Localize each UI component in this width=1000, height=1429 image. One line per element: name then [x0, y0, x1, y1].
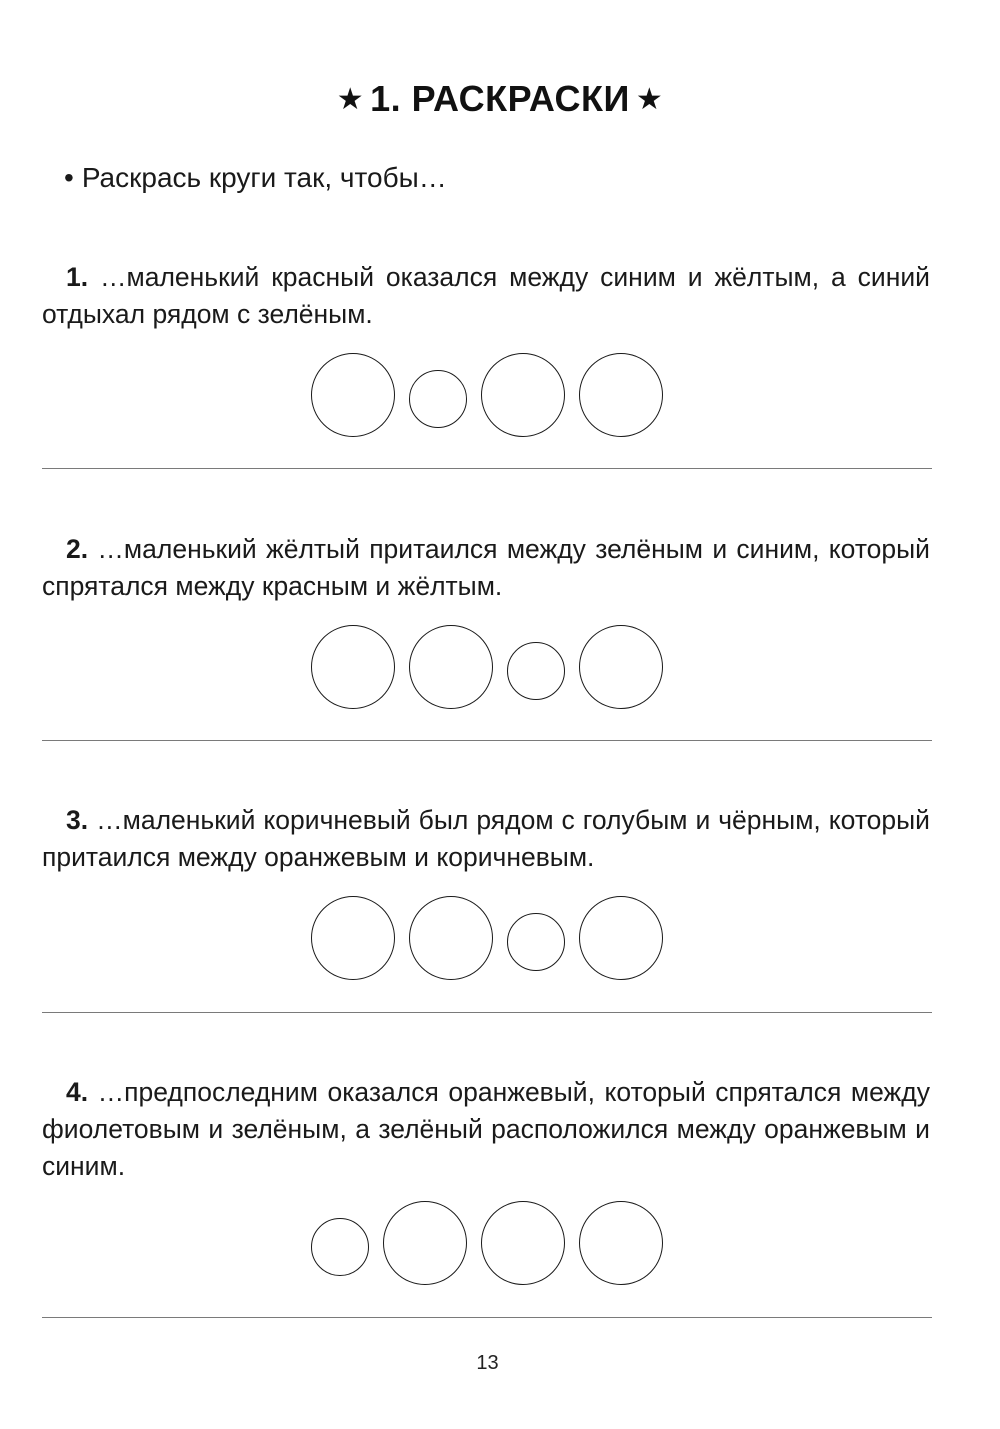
task-number: 4. [66, 1077, 89, 1107]
large-circle[interactable] [383, 1201, 467, 1285]
divider [42, 1012, 932, 1013]
large-circle[interactable] [311, 896, 395, 980]
task-number: 3. [66, 805, 89, 835]
large-circle[interactable] [409, 896, 493, 980]
divider [42, 468, 932, 469]
page-title [0, 78, 1000, 120]
page-number: 13 [476, 1352, 499, 1374]
circle-row-4 [0, 1198, 1000, 1288]
large-circle[interactable] [579, 353, 663, 437]
large-circle[interactable] [481, 353, 565, 437]
large-circle[interactable] [579, 1201, 663, 1285]
task-text: …маленький красный оказался между синим и жёлтым, а синий отдыхал рядом с зелёным. [42, 262, 930, 329]
large-circle[interactable] [409, 625, 493, 709]
star-icon: ★ [635, 83, 664, 116]
task-2 [42, 531, 930, 605]
small-circle[interactable] [507, 642, 565, 700]
task-1 [42, 259, 930, 333]
circle-row-2 [0, 622, 1000, 712]
task-3 [42, 802, 930, 876]
small-circle[interactable] [409, 370, 467, 428]
small-circle[interactable] [507, 913, 565, 971]
task-text: …маленький коричневый был рядом с голубым и чёрным, который притаился между оранжевым и коричневым. [42, 805, 930, 872]
small-circle[interactable] [311, 1218, 369, 1276]
divider [42, 740, 932, 741]
large-circle[interactable] [311, 353, 395, 437]
instruction-text: Раскрась круги так, чтобы… [81, 162, 447, 193]
instruction [64, 162, 447, 194]
large-circle[interactable] [481, 1201, 565, 1285]
large-circle[interactable] [579, 625, 663, 709]
large-circle[interactable] [579, 896, 663, 980]
divider [42, 1317, 932, 1318]
task-text: …предпоследним оказался оранжевый, который спрятался между фиолетовым и зелёным, а зелёный расположился между оранжевым и синим. [42, 1077, 930, 1181]
large-circle[interactable] [311, 625, 395, 709]
circle-row-1 [0, 350, 1000, 440]
task-number: 1. [66, 262, 89, 292]
bullet-icon: • [64, 162, 74, 193]
task-text: …маленький жёлтый притаился между зелёным и синим, который спрятался между красным и жёлтым. [42, 534, 930, 601]
circle-row-3 [0, 893, 1000, 983]
task-number: 2. [66, 534, 89, 564]
task-4 [42, 1074, 930, 1185]
title-text: 1. РАСКРАСКИ [370, 78, 630, 119]
star-icon: ★ [336, 83, 365, 116]
